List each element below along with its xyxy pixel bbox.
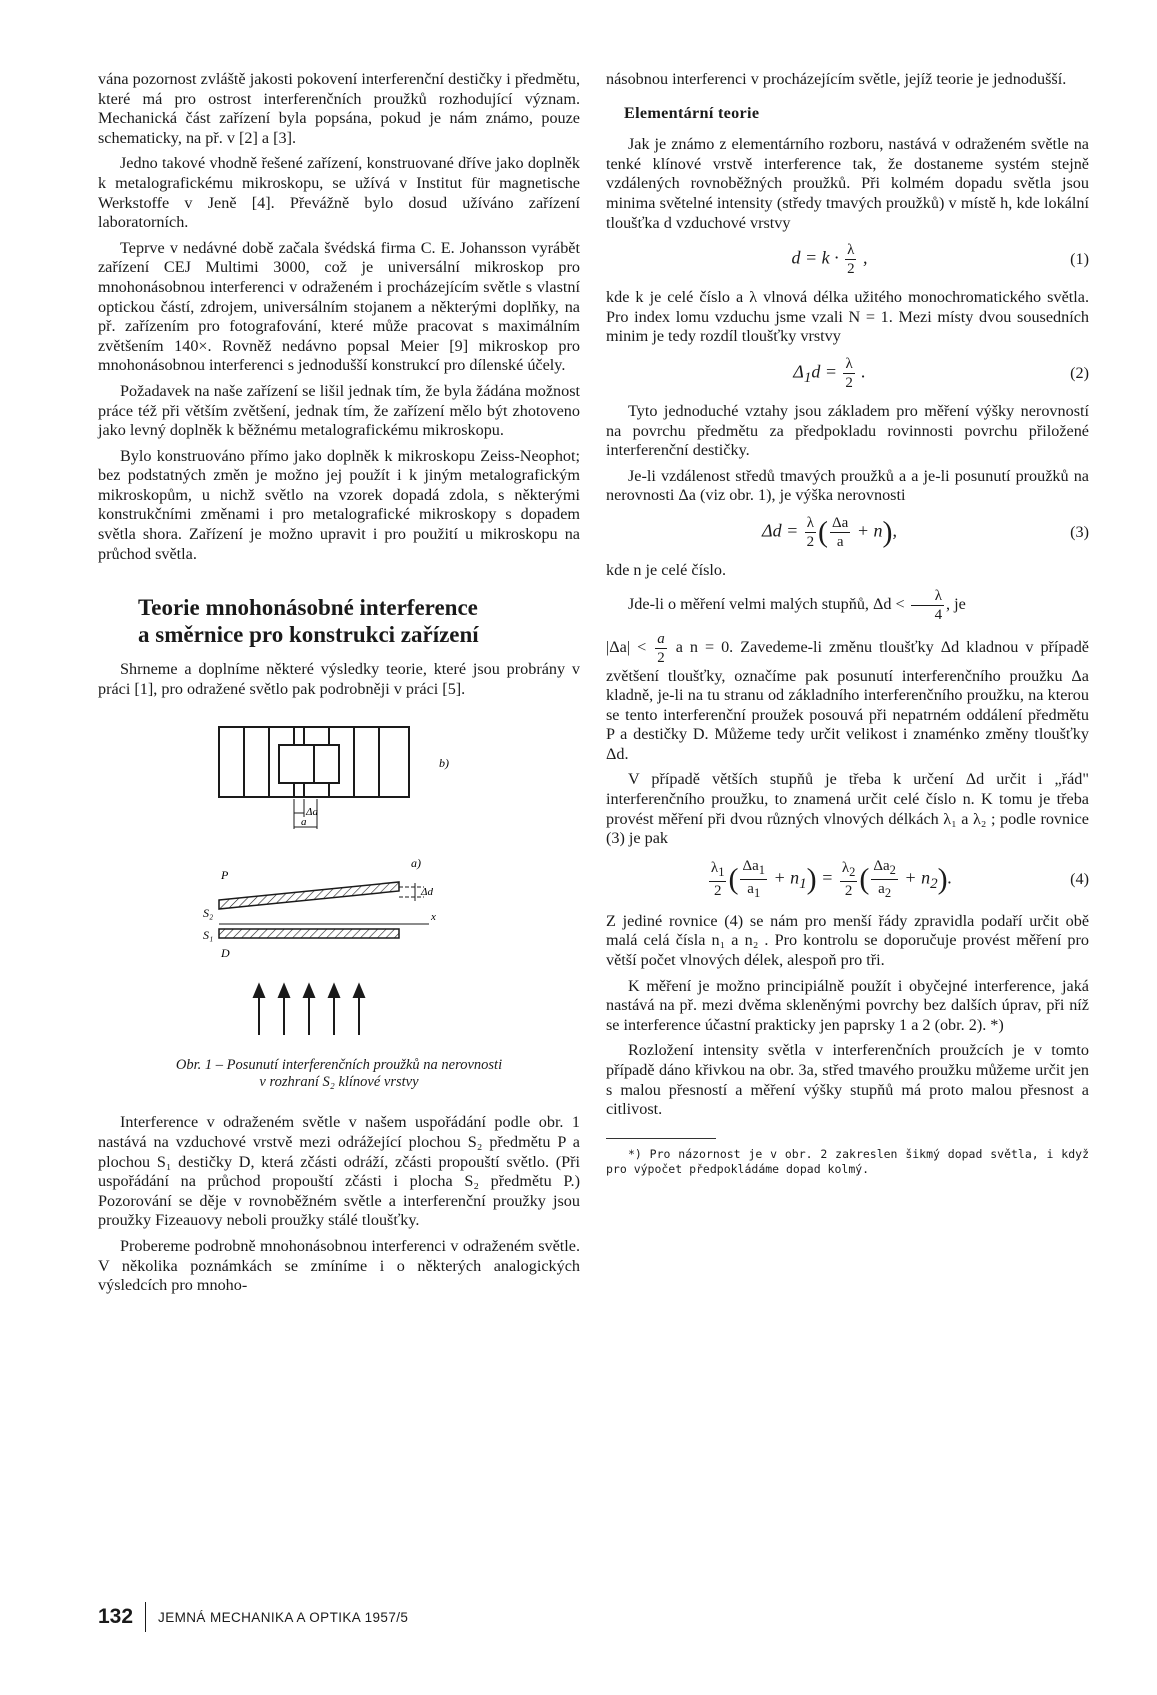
paragraph: násobnou interferenci v procházejícím světle, jejíž teorie je jednodušší. xyxy=(606,70,1067,88)
paragraph: kde n je celé číslo. xyxy=(606,560,727,579)
plate-D xyxy=(219,929,399,938)
label-delta-d: Δd xyxy=(421,886,433,899)
object-P xyxy=(219,882,399,909)
paragraph: Jak je známo z elementárního rozboru, nastává v odraženém světle na tenké klínové vrstvě interference tak, že dostaneme systém stejně vzdálených rovnoběžných proužků. Při kolmém dopadu světla jsou minima světelné intensity (středy tmavých proužků) v místě h, kde lokální tloušťka d vzduchové vrstvy xyxy=(606,135,1089,232)
paragraph: Jedno takové vhodně řešené zařízení, konstruované dříve jako doplněk k metalografickému mikroskopu, se užívá v Institut für magnetische Werkstoffe v Jeně [4]. Převážně bylo dosud užíváno zařízení laboratorních. xyxy=(98,154,580,232)
paragraph: K měření je možno principiálně použít i obyčejné interference, jaká nastává na př. mezi dvěma skleněnými povrchy bez dalších úprav, při níž se interference účastní prakticky jen paprsky 1 a 2 (obr. 2). *) xyxy=(606,976,1089,1034)
caption-line1: Obr. 1 – Posunutí interferenčních proužků na nerovnosti xyxy=(175,1057,503,1074)
paragraph: Bylo konstruováno přímo jako doplněk k mikroskopu Zeiss-Neophot; bez podstatných změn je možno jej použít i k jiným metalografickým mikroskopům, u nichž světlo na vzorek dopadá zdola, s některými konstrukčními změnami i pro metalografické mikroskopy s dopadem světla shora. Zařízení je možno upravit i pro použití u mikroskopu na průchod světla. xyxy=(98,446,580,563)
page-number: 132 xyxy=(98,1605,134,1628)
paragraph: Probereme podrobně mnohonásobnou interferenci v odraženém světle. V několika poznámkách se zmíníme i o některých analogických výsledcích pro mnoho- xyxy=(98,1237,580,1295)
paragraph: Z jediné rovnice (4) se nám pro menší řády zpravidla podaří určit obě malá celá čísla n₁ a n₂ . Pro kontrolu se doporučuje provést měření pro větší počet vlnových délek, alespoň pro tři. xyxy=(606,911,1089,970)
text-fragment: |Δa| < xyxy=(606,637,647,656)
text-fragment: Jde-li o měření velmi malých stupňů, Δd < xyxy=(628,594,905,613)
figure-caption xyxy=(98,1057,580,1091)
text-fragment: a n = 0. Zavedeme-li změnu tloušťky Δd kladnou v případě zvětšení tloušťky, označíme pak posunutí interferenčního proužku Δa kladně, je-li na tu stranu od základního interferenčního proužku, na kterou se tento interferenční proužek posouvá při nepatrném oddálení předmětu P a destičky D. Můžeme tedy určit velikost i znaménko změny tloušťky Δd. xyxy=(606,637,1089,763)
paragraph: Jde-li o měření velmi malých stupňů, Δd < $\frac{\lambda}{4}$ , je xyxy=(628,587,966,623)
footer-divider xyxy=(145,1602,146,1632)
journal-title: JEMNÁ MECHANIKA A OPTIKA 1957/5 xyxy=(158,1609,409,1625)
paragraph: Teprve v nedávné době začala švédská firma C. E. Johansson vyrábět zařízení CEJ Multimi 3000, což je universální mikroskop pro mnohonásobnou interferenci v odraženém i procházejícím světle s vlastní optickou částí, zdrojem, universálním stojanem a některými doplňky, na př. zařízením pro fotografování, které může pracovat s maximálním zvětšením 140×. Rovněž nedávno popsal Meier [9] mikroskop pro mnohonásobnou interferenci s jednodušší konstrukcí pro dílenské účely. xyxy=(98,238,580,375)
label-S2: S₂ xyxy=(203,906,214,921)
caption-line2: v rozhraní S₂ klínové vrstvy xyxy=(259,1074,419,1091)
light-arrows xyxy=(254,985,364,1035)
equation-4: $\frac{\lambda_1}{2}$ ( $\frac{\Delta a_1}{a_1}$ + $n_1$) = $\frac{\lambda_2}{2}$ ( $\frac{\Delta a_2}{a_2}$ + $n_2$). (4) xyxy=(710,857,1089,900)
paragraph: Shrneme a doplníme některé výsledky teorie, které jsou probrány v práci [1], pro odražené světlo pak podrobněji v práci [5]. xyxy=(98,660,580,698)
footnote-rule xyxy=(606,1138,716,1139)
label-delta-a: Δa xyxy=(306,806,318,819)
equation-number: (2) xyxy=(1070,363,1089,382)
paragraph: vána pozornost zvláště jakosti pokovení interferenční destičky i předmětu, které má pro ostrost interferenčních proužků rozhodující význam. Mechanická část zařízení byla popsána, pokud je nám známo, pouze schematicky, na př. v [2] a [3]. xyxy=(98,70,580,147)
figure-1 xyxy=(98,717,580,1047)
paragraph: Je-li vzdálenost středů tmavých proužků a a je-li posunutí proužků na nerovnosti Δa (viz obr. 1), je výška nerovnosti xyxy=(606,466,1089,505)
defect-box xyxy=(279,745,339,783)
subheading: Elementární teorie xyxy=(624,103,760,122)
label-a-small: a xyxy=(301,816,307,829)
paragraph: Rozložení intensity světla v interferenčních proužcích je v tomto případě dáno křivkou na obr. 3a, střed tmavého proužku můžeme určit jen s malou přesností a měření výšky stupňů má proto malou přesnost a citlivost. xyxy=(606,1041,1089,1119)
section-heading-line2: a směrnice pro konstrukci zařízení xyxy=(138,622,479,648)
label-S1: S₁ xyxy=(203,928,214,943)
paragraph: V případě větších stupňů je třeba k určení Δd určit i „řád" interferenčního proužku, to znamená určit celé číslo n. K tomu je třeba provést měření při dvou různých vlnových délkách λ₁ a λ₂ ; podle rovnice (3) je pak xyxy=(606,770,1089,848)
equation-3: Δd = $\frac{\lambda}{2}$ ( $\frac{\Delta a}{a}$ + n), (3) xyxy=(762,514,1089,550)
label-a: a) xyxy=(411,856,421,871)
label-P: P xyxy=(221,868,229,883)
equation-1: d = k · $\frac{\lambda}{2}$ , (1) xyxy=(791,242,1089,278)
section-heading-line1: Teorie mnohonásobné interference xyxy=(138,595,478,621)
footnote: *) Pro názornost je v obr. 2 zakreslen šikmý dopad světla, i když pro výpočet předpokládáme dopad kolmý. xyxy=(606,1146,1089,1176)
equation-2: $\Delta_1d$ = $\frac{\lambda}{2}$ . (2) xyxy=(793,355,1089,391)
equation-number: (1) xyxy=(1070,249,1089,268)
figure-1-diagram xyxy=(199,717,479,1047)
paragraph: Tyto jednoduché vztahy jsou základem pro měření výšky nerovností na povrchu předmětu za předpokladu rovinnosti povrchu přiložené interferenční destičky. xyxy=(606,401,1089,460)
left-column xyxy=(98,70,580,1302)
paragraph: |Δa| < $\frac{a}{2}$ a n = 0. Zavedeme-li změnu tloušťky Δd kladnou v případě zvětšení tloušťky, označíme pak posunutí interferenčního proužku Δa kladně, je-li na tu stranu od základního interferenčního proužku, na kterou se tento interferenční proužek posouvá při nepatrném oddálení předmětu P a destičky D. Můžeme tedy určit velikost i znaménko změny tloušťky Δd. xyxy=(606,630,1089,763)
equation-number: (3) xyxy=(1070,522,1089,541)
paragraph: Požadavek na naše zařízení se lišil jednak tím, že byla žádána možnost práce též při větším zvětšení, jednak tím, že zařízení mělo být zhotoveno jako levný doplněk k běžnému metalografickému mikroskopu. xyxy=(98,381,580,440)
paragraph: kde k je celé číslo a λ vlnová délka užitého monochromatického světla. Pro index lomu vzduchu jsme vzali N = 1. Mezi místy dvou sousedních minim je tedy rozdíl tloušťky vrstvy xyxy=(606,288,1089,346)
equation-number: (4) xyxy=(1070,869,1089,888)
paragraph: Interference v odraženém světle v našem uspořádání podle obr. 1 nastává na vzduchové vrstvě mezi odrážející plochou S₂ předmětu P a plochou S₁ destičky D, která zčásti odráží, zčásti propouští světlo. (Při uspořádání na průchod propouští zčásti i plocha S₂ předmětu P.) Pozorování se děje v rovnoběžném světle a interferenční proužky jsou proužky Fizeauovy neboli proužky stálé tloušťky. xyxy=(98,1113,580,1230)
page-footer xyxy=(98,1602,408,1632)
text-fragment: , je xyxy=(946,594,966,613)
label-x: x xyxy=(431,911,436,924)
right-column xyxy=(606,70,1089,1177)
label-b: b) xyxy=(439,756,449,771)
section-heading xyxy=(138,594,580,648)
label-D: D xyxy=(221,946,230,961)
